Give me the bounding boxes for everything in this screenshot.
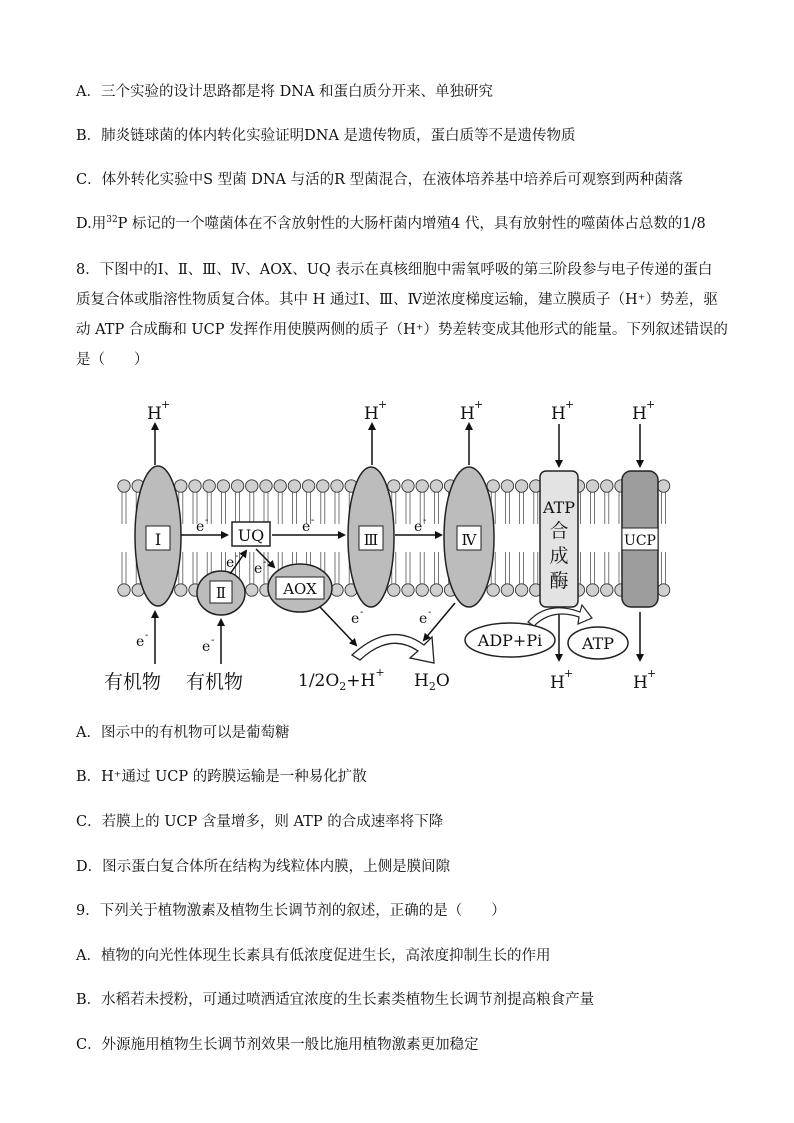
q8-option-d: D．图示蛋白复合体所在结构为线粒体内膜，上侧是膜间隙 <box>76 859 451 875</box>
organic-label-2: 有机物 <box>186 671 244 693</box>
lipid-head <box>501 480 513 492</box>
e-label-2-charge: - <box>311 515 315 526</box>
h-label-bottom-atp-symbol: H <box>550 673 565 693</box>
organic-label-1: 有机物 <box>104 671 162 693</box>
lipid-head <box>175 584 187 596</box>
atp-label: ATP <box>581 634 615 653</box>
lipid-head <box>501 584 513 596</box>
h-label-top-ucp <box>632 398 655 424</box>
oxygen-label-charge: + <box>375 666 385 679</box>
lipid-head <box>388 480 400 492</box>
q7-option-d-isotope: 32 <box>106 215 118 226</box>
lipid-head <box>657 480 669 492</box>
lipid-head <box>231 480 243 492</box>
electron-transport-figure <box>96 394 696 699</box>
water-label-o: O <box>435 671 450 691</box>
lipid-head <box>430 584 442 596</box>
q9-stem: 9．下列关于植物激素及植物生长调节剂的叙述，正确的是（ ） <box>76 903 506 919</box>
q8-stem-line-4: 是（ ） <box>76 352 149 368</box>
e-label-6-charge: - <box>360 607 364 618</box>
e-label-9-charge: - <box>211 635 215 646</box>
lipid-head <box>274 480 286 492</box>
e-label-5 <box>254 557 266 577</box>
lipid-head <box>246 480 258 492</box>
h-label-top-atp-symbol: H <box>551 404 566 424</box>
h-label-top-1-charge: + <box>161 398 171 411</box>
h-label-top-4-charge: + <box>474 398 484 411</box>
q7-option-d-prefix: D.用 <box>76 216 107 232</box>
lipid-head <box>657 584 669 596</box>
e-label-3-symbol: e <box>414 519 423 535</box>
e-label-5-charge: - <box>263 557 267 568</box>
lipid-head <box>317 480 329 492</box>
h-label-bottom-ucp-charge: + <box>647 667 657 680</box>
q9-option-b: B．水稻若未授粉，可通过喷洒适宜浓度的生长素类植物生长调节剂提高粮食产量 <box>76 992 595 1008</box>
lipid-head <box>416 480 428 492</box>
oxygen-label <box>298 666 385 693</box>
lipid-head <box>331 480 343 492</box>
atp-synthase-label-2: 合 <box>549 520 569 542</box>
e-label-4-charge: - <box>235 551 239 562</box>
oxygen-label-main: 1/2O <box>298 671 340 691</box>
q9-option-c: C．外源施用植物生长调节剂效果一般比施用植物激素更加稳定 <box>76 1037 479 1053</box>
q8-option-c: C．若膜上的 UCP 含量增多，则 ATP 的合成速率将下降 <box>76 814 444 830</box>
lipid-head <box>601 584 613 596</box>
e-label-2 <box>302 515 314 535</box>
e-label-8 <box>136 630 148 650</box>
e-label-1-charge: - <box>205 515 209 526</box>
lipid-head <box>388 584 400 596</box>
h-label-top-4-symbol: H <box>460 404 475 424</box>
lipid-head <box>302 480 314 492</box>
e-label-8-symbol: e <box>136 634 145 650</box>
lipid-head <box>487 584 499 596</box>
lipid-head <box>118 584 130 596</box>
q8-stem-line-3: 动 ATP 合成酶和 UCP 发挥作用使膜两侧的质子（H⁺）势差转变成其他形式的能量。下列叙述错误的 <box>76 322 728 338</box>
e-label-1-symbol: e <box>196 519 205 535</box>
h-label-bottom-atp <box>550 667 573 693</box>
e-label-9-symbol: e <box>202 639 211 655</box>
ucp-label: UCP <box>624 533 656 549</box>
q7-option-b: B．肺炎链球菌的体内转化实验证明DNA 是遗传物质，蛋白质等不是遗传物质 <box>76 128 576 144</box>
e-label-7-symbol: e <box>419 611 428 627</box>
lipid-head <box>217 480 229 492</box>
atp-synthase-label-1: ATP <box>542 498 576 517</box>
h-label-bottom-ucp <box>633 667 656 693</box>
q7-option-a: A．三个实验的设计思路都是将 DNA 和蛋白质分开来、单独研究 <box>76 84 493 100</box>
e-label-5-symbol: e <box>254 561 263 577</box>
q9-option-a: A．植物的向光性体现生长素具有低浓度促进生长，高浓度抑制生长的作用 <box>76 948 551 964</box>
lipid-head <box>175 480 187 492</box>
complex-3-label: Ⅲ <box>363 531 379 549</box>
lipid-head <box>430 480 442 492</box>
e-label-7-charge: - <box>428 607 432 618</box>
h-label-top-1 <box>147 398 170 424</box>
adp-pi-label: ADP+Pi <box>477 631 543 650</box>
lipid-head <box>601 480 613 492</box>
lipid-head <box>402 480 414 492</box>
q8-stem-line-2: 质复合体或脂溶性物质复合体。其中 H 通过Ⅰ、Ⅲ、Ⅳ逆浓度梯度运输，建立膜质子（H⁺）势差，驱 <box>76 292 718 308</box>
atp-synthesis-arrow <box>528 605 592 626</box>
q7-option-d <box>76 214 706 234</box>
lipid-head <box>416 584 428 596</box>
e-label-3-charge: - <box>423 515 427 526</box>
e-label-2-symbol: e <box>302 519 311 535</box>
e-label-6 <box>351 607 363 627</box>
lipid-head <box>331 584 343 596</box>
lipid-head <box>203 480 215 492</box>
q7-option-d-text: P 标记的一个噬菌体在不含放射性的大肠杆菌内增殖4 代，具有放射性的噬菌体占总数的1/8 <box>117 216 706 232</box>
h-label-bottom-atp-charge: + <box>564 667 574 680</box>
h-label-top-1-symbol: H <box>147 404 162 424</box>
water-label-h: H <box>414 671 429 691</box>
uq-label: UQ <box>237 526 265 545</box>
oxygen-label-h: +H <box>346 671 376 691</box>
q8-stem-line-1: 8．下图中的Ⅰ、Ⅱ、Ⅲ、Ⅳ、AOX、UQ 表示在真核细胞中需氧呼吸的第三阶段参与电子传递的蛋白 <box>76 262 713 278</box>
e-label-4-symbol: e <box>226 555 235 571</box>
lipid-head <box>402 584 414 596</box>
e-label-7 <box>419 607 431 627</box>
lipid-head <box>515 584 527 596</box>
oxygen-label-sub: 2 <box>339 680 347 693</box>
lipid-head <box>189 480 201 492</box>
complex-2-label: Ⅱ <box>215 584 227 602</box>
h-label-top-atp-charge: + <box>565 398 575 411</box>
lipid-head <box>515 480 527 492</box>
h-label-top-ucp-symbol: H <box>632 404 647 424</box>
e-label-9 <box>202 635 214 655</box>
q8-option-a: A．图示中的有机物可以是葡萄糖 <box>76 725 290 741</box>
lipid-head <box>586 584 598 596</box>
lipid-head <box>288 480 300 492</box>
h-label-top-3-symbol: H <box>364 404 379 424</box>
q7-option-c: C．体外转化实验中S 型菌 DNA 与活的R 型菌混合，在液体培养基中培养后可观察到两种菌落 <box>76 172 684 188</box>
h-label-top-4 <box>460 398 483 424</box>
lipid-head <box>246 584 258 596</box>
h-label-top-ucp-charge: + <box>646 398 656 411</box>
e-label-1 <box>196 515 208 535</box>
e-label-4 <box>226 551 238 571</box>
h-label-top-3 <box>364 398 387 424</box>
h-label-bottom-ucp-symbol: H <box>633 673 648 693</box>
lipid-head <box>118 480 130 492</box>
h-label-top-atp <box>551 398 574 424</box>
complex-1-label: Ⅰ <box>154 530 162 549</box>
lipid-head <box>487 480 499 492</box>
water-label-sub: 2 <box>428 680 436 693</box>
q8-option-b: B．H⁺通过 UCP 的跨膜运输是一种易化扩散 <box>76 769 367 785</box>
complex-4-label: Ⅳ <box>461 531 477 549</box>
h-label-top-3-charge: + <box>378 398 388 411</box>
aox-label: AOX <box>283 580 317 598</box>
atp-synthase-label-4: 酶 <box>549 570 569 592</box>
lipid-head <box>586 480 598 492</box>
e-label-8-charge: - <box>145 630 149 641</box>
oxygen-label-text <box>298 666 385 693</box>
lipid-head <box>260 480 272 492</box>
water-reaction-arrow <box>352 635 434 663</box>
e-label-6-symbol: e <box>351 611 360 627</box>
atp-synthase-label-3: 成 <box>549 545 569 567</box>
water-label <box>414 671 450 693</box>
